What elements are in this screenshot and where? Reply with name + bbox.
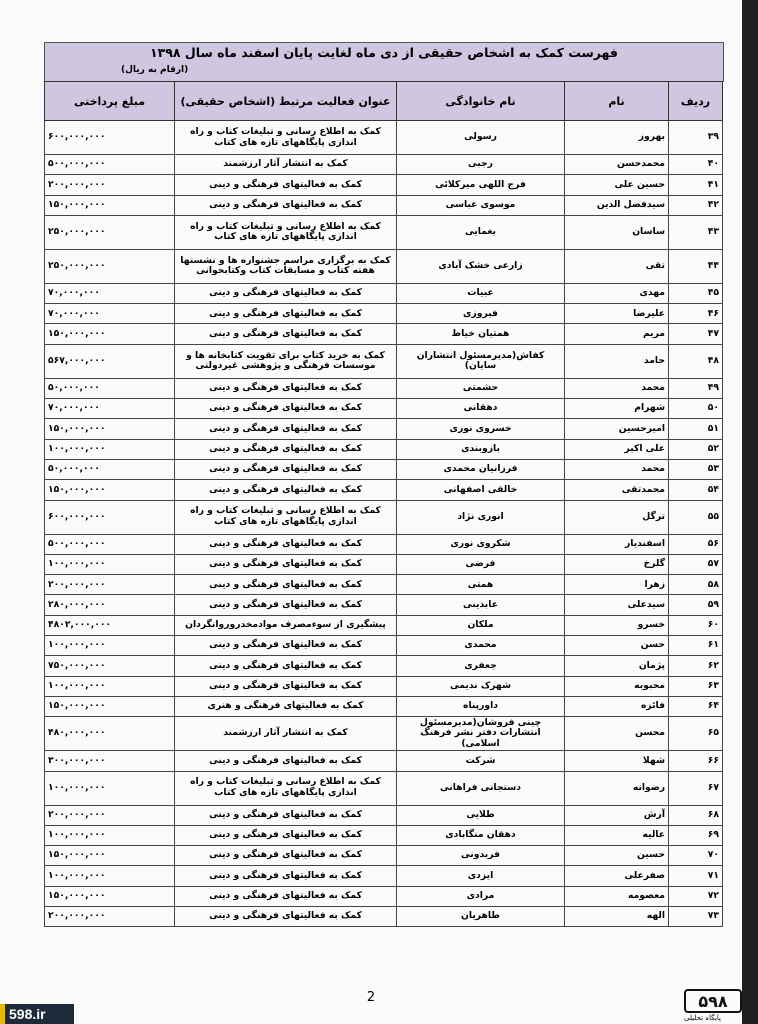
last-name-cell: خالقی اصفهانی — [397, 480, 565, 500]
amount-cell: ۱۵۰,۰۰۰,۰۰۰ — [45, 886, 175, 906]
amount-cell: ۲۰۰,۰۰۰,۰۰۰ — [45, 805, 175, 825]
activity-cell: کمک به اطلاع رسانی و تبلیغات کتاب و راه اندازی پایگاههای تازه های کتاب — [175, 215, 397, 249]
table-row — [45, 155, 723, 175]
last-name-cell: زارعی خشک آبادی — [397, 249, 565, 283]
amount-cell: ۲۰۰,۰۰۰,۰۰۰ — [45, 575, 175, 595]
activity-cell: کمک به فعالیتهای فرهنگی و دینی — [175, 846, 397, 866]
last-name-cell: دستجانی فراهانی — [397, 771, 565, 805]
header-first-name: نام — [565, 82, 669, 121]
row-number-cell: ۵۷ — [669, 554, 723, 574]
first-name-cell: شهرام — [565, 399, 669, 419]
table-row — [45, 459, 723, 479]
table-row — [45, 805, 723, 825]
amount-cell: ۵۰۰,۰۰۰,۰۰۰ — [45, 155, 175, 175]
row-number-cell: ۶۷ — [669, 771, 723, 805]
table-row — [45, 399, 723, 419]
activity-cell: کمک به برگزاری مراسم جشنواره ها و نشستها هفته کتاب و مسابقات کتاب وکتابخوانی — [175, 249, 397, 283]
table-row — [45, 324, 723, 344]
last-name-cell: مرادی — [397, 886, 565, 906]
activity-cell: کمک به اطلاع رسانی و تبلیغات کتاب و راه اندازی پایگاههای تازه های کتاب — [175, 121, 397, 155]
activity-cell: کمک به فعالیتهای فرهنگی و دینی — [175, 195, 397, 215]
row-number-cell: ۴۱ — [669, 175, 723, 195]
table-header-row — [45, 82, 723, 121]
last-name-cell: فرج اللهی میرکلائی — [397, 175, 565, 195]
payments-table — [44, 81, 723, 927]
last-name-cell: چینی فروشان(مدیرمسئول انتشارات دفتر نشر فرهنگ اسلامی) — [397, 717, 565, 751]
activity-cell: کمک به فعالیتهای فرهنگی و دینی — [175, 399, 397, 419]
row-number-cell: ۴۶ — [669, 304, 723, 324]
activity-cell: کمک به اطلاع رسانی و تبلیغات کتاب و راه اندازی پایگاههای تازه های کتاب — [175, 771, 397, 805]
last-name-cell: دهقان منگابادی — [397, 825, 565, 845]
last-name-cell: بازوبندی — [397, 439, 565, 459]
last-name-cell: دهقانی — [397, 399, 565, 419]
first-name-cell: شهلا — [565, 751, 669, 771]
last-name-cell: جعفری — [397, 656, 565, 676]
amount-cell: ۴۸۰,۰۰۰,۰۰۰ — [45, 717, 175, 751]
row-number-cell: ۴۴ — [669, 249, 723, 283]
first-name-cell: آرش — [565, 805, 669, 825]
table-row — [45, 249, 723, 283]
first-name-cell: اسفندیار — [565, 534, 669, 554]
first-name-cell: حامد — [565, 344, 669, 378]
table-row — [45, 751, 723, 771]
row-number-cell: ۷۳ — [669, 907, 723, 927]
activity-cell: کمک به فعالیتهای فرهنگی و دینی — [175, 459, 397, 479]
table-row — [45, 534, 723, 554]
amount-cell: ۶۰۰,۰۰۰,۰۰۰ — [45, 121, 175, 155]
activity-cell: کمک به اطلاع رسانی و تبلیغات کتاب و راه اندازی پایگاههای تازه های کتاب — [175, 500, 397, 534]
last-name-cell: رجبی — [397, 155, 565, 175]
amount-cell: ۷۰,۰۰۰,۰۰۰ — [45, 304, 175, 324]
row-number-cell: ۴۸ — [669, 344, 723, 378]
table-row — [45, 846, 723, 866]
table-row — [45, 575, 723, 595]
activity-cell: کمک به فعالیتهای فرهنگی و دینی — [175, 554, 397, 574]
amount-cell: ۱۵۰,۰۰۰,۰۰۰ — [45, 480, 175, 500]
row-number-cell: ۴۰ — [669, 155, 723, 175]
amount-cell: ۵۰,۰۰۰,۰۰۰ — [45, 459, 175, 479]
row-number-cell: ۵۴ — [669, 480, 723, 500]
last-name-cell: فرزانیان محمدی — [397, 459, 565, 479]
activity-cell: کمک به فعالیتهای فرهنگی و دینی — [175, 534, 397, 554]
first-name-cell: محمد — [565, 378, 669, 398]
row-number-cell: ۵۳ — [669, 459, 723, 479]
first-name-cell: گلرخ — [565, 554, 669, 574]
amount-cell: ۴۸۰۲,۰۰۰,۰۰۰ — [45, 615, 175, 635]
last-name-cell: شهرک ندیمی — [397, 676, 565, 696]
title-bar — [44, 42, 724, 82]
amount-cell: ۱۰۰,۰۰۰,۰۰۰ — [45, 825, 175, 845]
row-number-cell: ۶۰ — [669, 615, 723, 635]
last-name-cell: شرکت — [397, 751, 565, 771]
first-name-cell: فائزه — [565, 696, 669, 716]
watermark-text: 598.ir — [9, 1006, 46, 1022]
table-row — [45, 825, 723, 845]
activity-cell: کمک به فعالیتهای فرهنگی و دینی — [175, 283, 397, 303]
activity-cell: کمک به فعالیتهای فرهنگی و دینی — [175, 575, 397, 595]
last-name-cell: عابدینی — [397, 595, 565, 615]
first-name-cell: زهرا — [565, 575, 669, 595]
table-row — [45, 771, 723, 805]
row-number-cell: ۷۲ — [669, 886, 723, 906]
table-row — [45, 615, 723, 635]
first-name-cell: تقی — [565, 249, 669, 283]
last-name-cell: خسروی نوری — [397, 419, 565, 439]
row-number-cell: ۶۶ — [669, 751, 723, 771]
last-name-cell: محمدی — [397, 636, 565, 656]
activity-cell: کمک به فعالیتهای فرهنگی و دینی — [175, 825, 397, 845]
first-name-cell: محسن — [565, 717, 669, 751]
table-row — [45, 866, 723, 886]
row-number-cell: ۶۲ — [669, 656, 723, 676]
amount-cell: ۱۵۰,۰۰۰,۰۰۰ — [45, 696, 175, 716]
table-row — [45, 215, 723, 249]
document-title: فهرست کمک به اشخاص حقیقی از دی ماه لغایت پایان اسفند ماه سال ۱۳۹۸ — [150, 45, 618, 60]
activity-cell: کمک به فعالیتهای فرهنگی و دینی — [175, 480, 397, 500]
logo-caption: پایگاه تحلیلی — [684, 1014, 721, 1022]
last-name-cell: یغمایی — [397, 215, 565, 249]
table-row — [45, 656, 723, 676]
activity-cell: کمک به فعالیتهای فرهنگی و دینی — [175, 419, 397, 439]
row-number-cell: ۳۹ — [669, 121, 723, 155]
activity-cell: کمک به فعالیتهای فرهنگی و دینی — [175, 866, 397, 886]
activity-cell: کمک به انتشار آثار ارزشمند — [175, 717, 397, 751]
table-row — [45, 344, 723, 378]
table-row — [45, 595, 723, 615]
activity-cell: کمک به فعالیتهای فرهنگی و دینی — [175, 636, 397, 656]
last-name-cell: همتیان خیاط — [397, 324, 565, 344]
first-name-cell: حسین علی — [565, 175, 669, 195]
amount-cell: ۵۰,۰۰۰,۰۰۰ — [45, 378, 175, 398]
first-name-cell: رضوانه — [565, 771, 669, 805]
amount-cell: ۶۰۰,۰۰۰,۰۰۰ — [45, 500, 175, 534]
last-name-cell: شکروی نوری — [397, 534, 565, 554]
activity-cell: کمک به فعالیتهای فرهنگی و دینی — [175, 378, 397, 398]
table-row — [45, 419, 723, 439]
table-row — [45, 195, 723, 215]
amount-cell: ۱۵۰,۰۰۰,۰۰۰ — [45, 324, 175, 344]
amount-cell: ۲۰۰,۰۰۰,۰۰۰ — [45, 175, 175, 195]
row-number-cell: ۵۵ — [669, 500, 723, 534]
table-row — [45, 500, 723, 534]
amount-cell: ۷۰,۰۰۰,۰۰۰ — [45, 399, 175, 419]
activity-cell: کمک به فعالیتهای فرهنگی و دینی — [175, 324, 397, 344]
amount-cell: ۱۵۰,۰۰۰,۰۰۰ — [45, 419, 175, 439]
activity-cell: کمک به فعالیتهای فرهنگی و دینی — [175, 886, 397, 906]
amount-cell: ۲۸۰,۰۰۰,۰۰۰ — [45, 595, 175, 615]
amount-cell: ۱۰۰,۰۰۰,۰۰۰ — [45, 636, 175, 656]
unit-note: (ارقام به ریال) — [121, 65, 189, 75]
first-name-cell: علی اکبر — [565, 439, 669, 459]
row-number-cell: ۶۳ — [669, 676, 723, 696]
first-name-cell: محبوبه — [565, 676, 669, 696]
first-name-cell: محمدحسن — [565, 155, 669, 175]
row-number-cell: ۶۴ — [669, 696, 723, 716]
header-amount: مبلغ پرداختی — [45, 82, 175, 121]
first-name-cell: مریم — [565, 324, 669, 344]
site-watermark — [0, 1004, 74, 1024]
last-name-cell: همتی — [397, 575, 565, 595]
activity-cell: کمک به فعالیتهای فرهنگی و دینی — [175, 439, 397, 459]
logo-mark-icon — [684, 988, 744, 1014]
last-name-cell: عبیات — [397, 283, 565, 303]
table-row — [45, 907, 723, 927]
header-activity: عنوان فعالیت مرتبط (اشخاص حقیقی) — [175, 82, 397, 121]
last-name-cell: ملکان — [397, 615, 565, 635]
row-number-cell: ۵۸ — [669, 575, 723, 595]
amount-cell: ۲۵۰,۰۰۰,۰۰۰ — [45, 215, 175, 249]
first-name-cell: محمدتقی — [565, 480, 669, 500]
first-name-cell: عالیه — [565, 825, 669, 845]
row-number-cell: ۶۸ — [669, 805, 723, 825]
amount-cell: ۳۰۰,۰۰۰,۰۰۰ — [45, 751, 175, 771]
window-edge — [742, 0, 758, 1024]
amount-cell: ۲۰۰,۰۰۰,۰۰۰ — [45, 907, 175, 927]
row-number-cell: ۵۱ — [669, 419, 723, 439]
row-number-cell: ۷۱ — [669, 866, 723, 886]
row-number-cell: ۶۱ — [669, 636, 723, 656]
table-row — [45, 480, 723, 500]
activity-cell: کمک به فعالیتهای فرهنگی و دینی — [175, 751, 397, 771]
row-number-cell: ۴۳ — [669, 215, 723, 249]
watermark-accent — [0, 1004, 5, 1024]
first-name-cell: صفرعلی — [565, 866, 669, 886]
last-name-cell: حشمتی — [397, 378, 565, 398]
activity-cell: کمک به فعالیتهای فرهنگی و دینی — [175, 805, 397, 825]
last-name-cell: انوری نژاد — [397, 500, 565, 534]
table-row — [45, 121, 723, 155]
first-name-cell: خسرو — [565, 615, 669, 635]
last-name-cell: فریدونی — [397, 846, 565, 866]
logo-text: ۵۹۸ — [698, 992, 728, 1011]
activity-cell: کمک به فعالیتهای فرهنگی و دینی — [175, 676, 397, 696]
activity-cell: پیشگیری از سوءمصرف موادمخدروروانگردان — [175, 615, 397, 635]
first-name-cell: علیرضا — [565, 304, 669, 324]
activity-cell: کمک به فعالیتهای فرهنگی و دینی — [175, 175, 397, 195]
table-row — [45, 283, 723, 303]
row-number-cell: ۴۵ — [669, 283, 723, 303]
activity-cell: کمک به انتشار آثار ارزشمند — [175, 155, 397, 175]
last-name-cell: فیروزی — [397, 304, 565, 324]
amount-cell: ۱۰۰,۰۰۰,۰۰۰ — [45, 554, 175, 574]
first-name-cell: مهدی — [565, 283, 669, 303]
first-name-cell: ساسان — [565, 215, 669, 249]
row-number-cell: ۶۹ — [669, 825, 723, 845]
table-row — [45, 717, 723, 751]
last-name-cell: فرضی — [397, 554, 565, 574]
first-name-cell: الهه — [565, 907, 669, 927]
amount-cell: ۱۵۰,۰۰۰,۰۰۰ — [45, 195, 175, 215]
row-number-cell: ۵۶ — [669, 534, 723, 554]
row-number-cell: ۵۲ — [669, 439, 723, 459]
activity-cell: کمک به فعالیتهای فرهنگی و هنری — [175, 696, 397, 716]
row-number-cell: ۴۹ — [669, 378, 723, 398]
last-name-cell: رسولی — [397, 121, 565, 155]
amount-cell: ۲۵۰,۰۰۰,۰۰۰ — [45, 249, 175, 283]
activity-cell: کمک به فعالیتهای فرهنگی و دینی — [175, 907, 397, 927]
page-number: 2 — [366, 990, 376, 1005]
table-row — [45, 636, 723, 656]
row-number-cell: ۷۰ — [669, 846, 723, 866]
last-name-cell: داورپناه — [397, 696, 565, 716]
table-row — [45, 439, 723, 459]
table-row — [45, 676, 723, 696]
table-row — [45, 175, 723, 195]
last-name-cell: ایزدی — [397, 866, 565, 886]
first-name-cell: ترگل — [565, 500, 669, 534]
amount-cell: ۵۰۰,۰۰۰,۰۰۰ — [45, 534, 175, 554]
first-name-cell: حسین — [565, 846, 669, 866]
amount-cell: ۱۰۰,۰۰۰,۰۰۰ — [45, 439, 175, 459]
header-row-number: ردیف — [669, 82, 723, 121]
first-name-cell: پژمان — [565, 656, 669, 676]
row-number-cell: ۶۵ — [669, 717, 723, 751]
activity-cell: کمک به فعالیتهای فرهنگی و دینی — [175, 656, 397, 676]
activity-cell: کمک به فعالیتهای فرهنگی و دینی — [175, 595, 397, 615]
amount-cell: ۱۵۰,۰۰۰,۰۰۰ — [45, 846, 175, 866]
amount-cell: ۷۵۰,۰۰۰,۰۰۰ — [45, 656, 175, 676]
table-row — [45, 696, 723, 716]
activity-cell: کمک به خرید کتاب برای تقویت کتابخانه ها و موسسات فرهنگی و پژوهشی غیردولتی — [175, 344, 397, 378]
activity-cell: کمک به فعالیتهای فرهنگی و دینی — [175, 304, 397, 324]
row-number-cell: ۴۷ — [669, 324, 723, 344]
brand-logo — [684, 988, 744, 1022]
row-number-cell: ۵۰ — [669, 399, 723, 419]
first-name-cell: بهروز — [565, 121, 669, 155]
last-name-cell: کفاش(مدیرمسئول انتشاران سایان) — [397, 344, 565, 378]
first-name-cell: معصومه — [565, 886, 669, 906]
first-name-cell: حسن — [565, 636, 669, 656]
amount-cell: ۷۰,۰۰۰,۰۰۰ — [45, 283, 175, 303]
row-number-cell: ۴۲ — [669, 195, 723, 215]
row-number-cell: ۵۹ — [669, 595, 723, 615]
table-row — [45, 378, 723, 398]
amount-cell: ۱۰۰,۰۰۰,۰۰۰ — [45, 771, 175, 805]
header-last-name: نام خانوادگی — [397, 82, 565, 121]
amount-cell: ۵۶۷,۰۰۰,۰۰۰ — [45, 344, 175, 378]
last-name-cell: طاهریان — [397, 907, 565, 927]
amount-cell: ۱۰۰,۰۰۰,۰۰۰ — [45, 676, 175, 696]
amount-cell: ۱۰۰,۰۰۰,۰۰۰ — [45, 866, 175, 886]
table-row — [45, 554, 723, 574]
first-name-cell: امیرحسین — [565, 419, 669, 439]
table-row — [45, 304, 723, 324]
first-name-cell: سیدعلی — [565, 595, 669, 615]
last-name-cell: طلایی — [397, 805, 565, 825]
table-row — [45, 886, 723, 906]
last-name-cell: موسوی عباسی — [397, 195, 565, 215]
first-name-cell: سیدفضل الدین — [565, 195, 669, 215]
first-name-cell: محمد — [565, 459, 669, 479]
